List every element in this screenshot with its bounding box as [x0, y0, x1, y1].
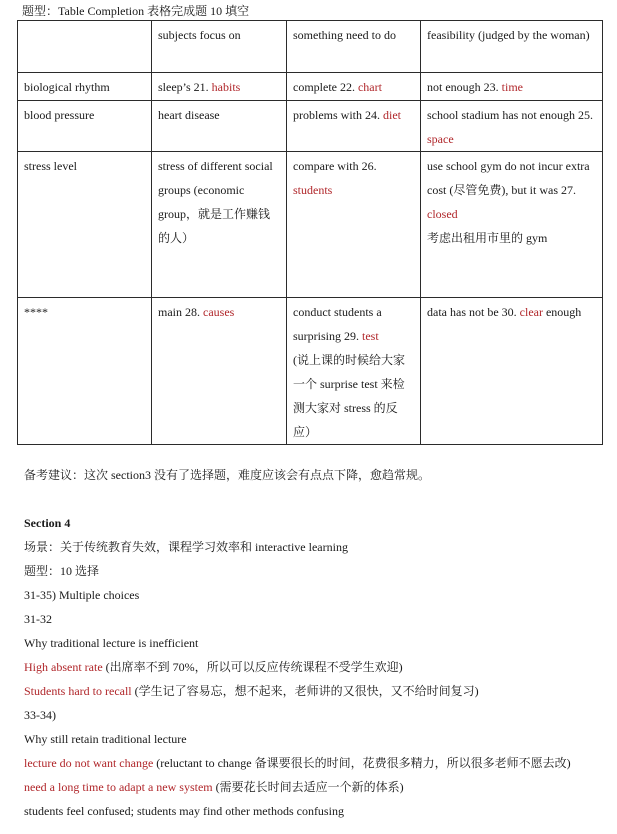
answer-line — [24, 775, 404, 799]
question-range: 31-35) Multiple choices — [24, 588, 140, 602]
table-cell: biological rhythm — [18, 73, 152, 101]
cell-prompt: data has not be 30. — [427, 305, 520, 319]
completion-table — [17, 20, 603, 445]
answer-note: (学生记了容易忘，想不起来，老师讲的又很快，又不给时间复习) — [131, 684, 479, 698]
question-type-heading: 题型：Table Completion 表格完成题 10 填空 — [22, 4, 250, 18]
question-range: 33-34) — [24, 708, 56, 722]
table-row — [18, 73, 603, 101]
answer-text: High absent rate — [24, 660, 103, 674]
question-type-line: 题型：10 选择 — [24, 564, 100, 578]
answer-line — [24, 751, 571, 775]
cell-note: 考虑出租用市里的 gym — [427, 231, 548, 245]
answer-text: test — [362, 329, 379, 343]
prep-advice: 备考建议：这次 section3 没有了选择题，难度应该会有点点下降，愈趋常规。 — [24, 468, 430, 482]
answer-note: (出席率不到 70%，所以可以反应传统课程不受学生欢迎) — [102, 660, 403, 674]
question-prompt: Why traditional lecture is inefficient — [24, 636, 199, 650]
answer-text: need a long time to adapt a new system — [24, 780, 213, 794]
table-row — [18, 298, 603, 445]
table-cell: stress of different social groups (economic group，就是工作赚钱的人） — [152, 152, 287, 298]
question-range: 31-32 — [24, 612, 52, 626]
cell-prompt: school stadium has not enough 25. — [427, 108, 593, 122]
table-cell: blood pressure — [18, 101, 152, 152]
table-row — [18, 101, 603, 152]
table-cell: subjects focus on — [152, 21, 287, 73]
table-cell — [421, 73, 603, 101]
answer-text: students — [293, 183, 333, 197]
cell-prompt: not enough 23. — [427, 80, 502, 94]
answer-note: (需要花长时间去适应一个新的体系) — [212, 780, 404, 794]
cell-prompt: conduct students a surprising 29. — [293, 305, 382, 343]
answer-text: chart — [357, 80, 382, 94]
cell-prompt: compare with 26. — [293, 159, 377, 173]
answer-text: diet — [383, 108, 401, 122]
table-cell — [18, 21, 152, 73]
table-cell — [421, 152, 603, 298]
cell-prompt: complete 22. — [293, 80, 358, 94]
table-cell: feasibility (judged by the woman) — [421, 21, 603, 73]
table-cell: stress level — [18, 152, 152, 298]
table-cell — [287, 152, 421, 298]
cell-prompt: use school gym do not incur extra cost (尽管免费), but it was 27. — [427, 159, 590, 197]
table-cell — [287, 298, 421, 445]
cell-prompt-end: enough — [542, 305, 582, 319]
table-cell: **** — [18, 298, 152, 445]
table-cell — [421, 101, 603, 152]
answer-text: Students hard to recall — [24, 684, 132, 698]
cell-prompt: sleep’s 21. — [158, 80, 212, 94]
table-cell — [421, 298, 603, 445]
table-header-row — [18, 21, 603, 73]
table-cell — [287, 101, 421, 152]
section-title: Section 4 — [24, 516, 71, 530]
cell-prompt: main 28. — [158, 305, 203, 319]
answer-text: time — [501, 80, 523, 94]
answer-line: students feel confused; students may find other methods confusing — [24, 804, 344, 818]
answer-text: lecture do not want change — [24, 756, 154, 770]
answer-line — [24, 679, 479, 703]
cell-note: (说上课的时候给大家一个 surprise test 来检测大家对 stress 的反应） — [293, 353, 405, 439]
table-cell: heart disease — [152, 101, 287, 152]
answer-text: closed — [427, 207, 458, 221]
answer-note: (reluctant to change 备课要很长的时间，花费很多精力，所以很多老师不愿去改) — [153, 756, 571, 770]
question-prompt: Why still retain traditional lecture — [24, 732, 187, 746]
table-row — [18, 152, 603, 298]
table-cell — [152, 298, 287, 445]
answer-text: causes — [203, 305, 235, 319]
table-cell — [152, 73, 287, 101]
table-cell: something need to do — [287, 21, 421, 73]
answer-text: habits — [211, 80, 241, 94]
table-cell — [287, 73, 421, 101]
answer-text: clear — [519, 305, 543, 319]
answer-text: space — [427, 132, 454, 146]
cell-prompt: problems with 24. — [293, 108, 383, 122]
answer-line — [24, 655, 403, 679]
scene-line: 场景：关于传统教育失效，课程学习效率和 interactive learning — [24, 540, 348, 554]
